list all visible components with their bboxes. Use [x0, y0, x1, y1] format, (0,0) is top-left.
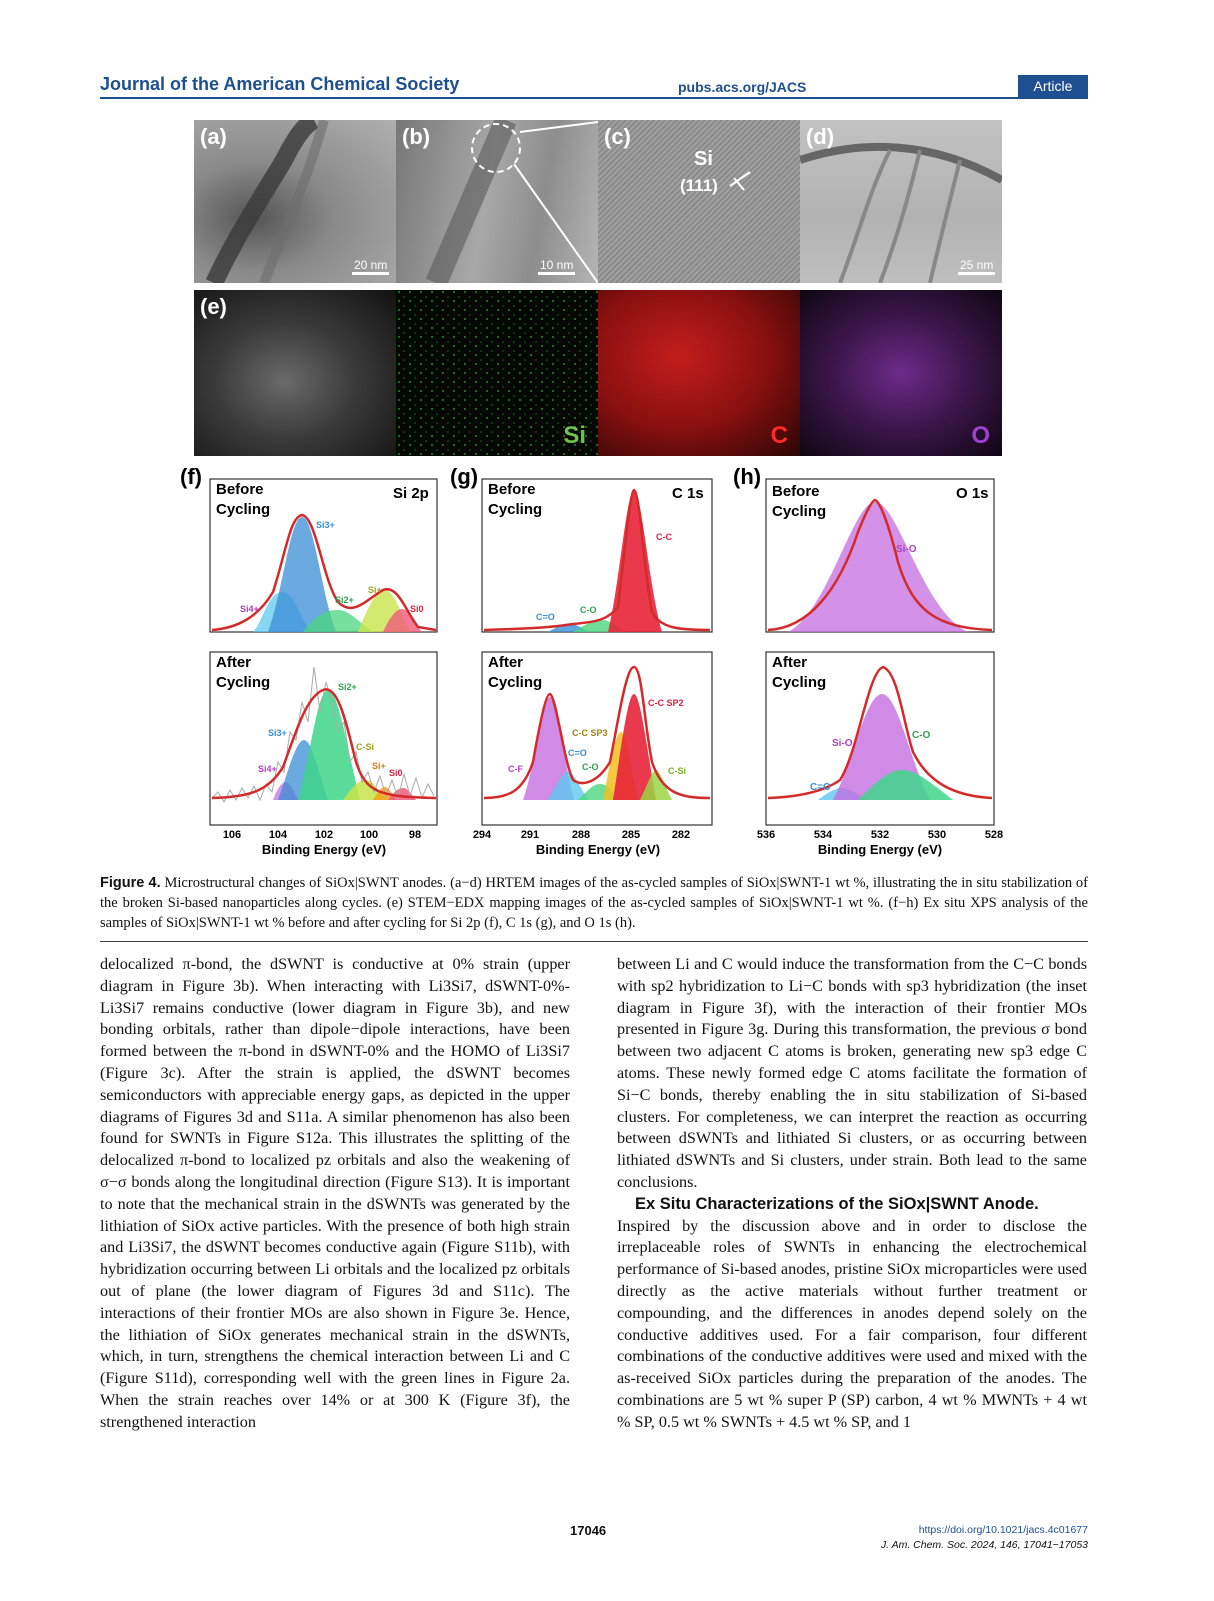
xps-panel-g	[473, 479, 712, 857]
svg-text:C=O: C=O	[568, 748, 587, 758]
paragraph: between Li and C would induce the transformation from the C−C bonds with sp2 hybridization to Li−C bonds with sp3 hybridization (the inset diagram in Figure 3f), with the interaction of their frontier MOs presented in Figure 3g. During this transformation, the previous σ bond between two adjacent C atoms is broken, generating new sp3 edge C atoms. These newly formed edge C atoms facilitate the formation of Si−C bonds, thereby enabling the in situ stabilization of Si-based clusters. For completeness, we can interpret the reaction as occurring between dSWNTs and lithiated Si clusters, or as occurring between lithiated dSWNTs and Si clusters, under strain. Both lead to the same conclusions.	[617, 955, 1087, 1191]
panel-label-d: (d)	[806, 124, 835, 149]
peak-label: Si2+	[335, 595, 354, 605]
lattice-label-111: (111)	[680, 176, 718, 195]
svg-text:100: 100	[359, 829, 379, 841]
x-ticks-g	[473, 829, 690, 841]
svg-text:Cycling: Cycling	[488, 674, 543, 691]
svg-text:C-C SP3: C-C SP3	[572, 728, 608, 738]
peak-label: Si0	[389, 768, 403, 778]
tem-panel-c	[598, 120, 800, 283]
svg-text:C=O: C=O	[810, 782, 831, 793]
edx-panel-si	[396, 290, 598, 456]
svg-text:98: 98	[408, 829, 422, 841]
panel-label-e: (e)	[200, 294, 227, 319]
scale-bar-a: 20 nm	[352, 258, 389, 275]
x-axis-label-h: Binding Energy (eV)	[817, 842, 943, 857]
svg-text:C-O: C-O	[582, 762, 599, 772]
svg-text:285: 285	[621, 829, 641, 841]
peak-label: Si2+	[338, 682, 357, 692]
xps-title-si2p: Si 2p	[393, 485, 429, 502]
xps-title-o1s: O 1s	[956, 485, 989, 502]
panel-label-f: (f)	[180, 464, 202, 489]
panel-label-c: (c)	[604, 124, 631, 149]
svg-text:After: After	[488, 654, 524, 671]
svg-text:291: 291	[520, 829, 540, 841]
scale-bar-d: 25 nm	[958, 258, 995, 275]
peak-label: C-Si	[356, 742, 374, 752]
xps-panel-h	[757, 479, 1003, 857]
svg-text:288: 288	[571, 829, 591, 841]
svg-text:536: 536	[756, 829, 776, 841]
body-column-left	[100, 954, 570, 1434]
peak-label: Si+	[372, 761, 386, 771]
xps-panel-f	[210, 479, 437, 857]
panel-label-h: (h)	[733, 464, 762, 489]
header-rule	[100, 97, 1088, 99]
citation: J. Am. Chem. Soc. 2024, 146, 17041−17053	[880, 1539, 1088, 1551]
svg-text:530: 530	[927, 829, 947, 841]
svg-text:534: 534	[813, 829, 833, 841]
x-ticks-f	[223, 829, 421, 841]
body-column-right	[617, 954, 1087, 1434]
edx-element-c: C	[770, 422, 788, 449]
caption-label: Figure 4.	[100, 875, 161, 891]
tem-panel-a	[194, 120, 396, 283]
lattice-arrow	[598, 120, 800, 283]
label-before-2: Cycling	[216, 501, 271, 518]
x-axis-label-g: Binding Energy (eV)	[535, 842, 661, 857]
x-axis-label-f: Binding Energy (eV)	[261, 842, 387, 857]
journal-title: Journal of the American Chemical Society	[100, 74, 460, 94]
lattice-label-si: Si	[694, 148, 713, 170]
svg-text:C-Si: C-Si	[668, 766, 686, 776]
caption-rule	[100, 941, 1088, 942]
svg-text:528: 528	[984, 829, 1004, 841]
svg-text:C-C SP2: C-C SP2	[648, 698, 684, 708]
peak-label: Si4+	[258, 764, 277, 774]
svg-text:532: 532	[870, 829, 890, 841]
xps-title-c1s: C 1s	[672, 485, 704, 502]
svg-text:Cycling: Cycling	[772, 503, 827, 520]
edx-panel-haadf	[194, 290, 396, 456]
peak-label: Si3+	[268, 728, 287, 738]
peak-label: Si3+	[316, 520, 335, 530]
edx-element-si: Si	[563, 422, 586, 449]
peak-label: Si4+	[240, 604, 259, 614]
doi-link[interactable]: https://doi.org/10.1021/jacs.4c01677	[918, 1524, 1088, 1536]
figure-caption	[100, 873, 1088, 933]
page-number: 17046	[570, 1523, 607, 1538]
peak-label: Si0	[410, 604, 424, 614]
xps-figure	[178, 462, 1008, 862]
panel-label-g: (g)	[450, 464, 479, 489]
svg-text:Before: Before	[488, 481, 536, 498]
svg-text:C-C: C-C	[656, 532, 672, 542]
svg-text:Before: Before	[772, 483, 820, 500]
peak-label: Si+	[368, 585, 382, 595]
caption-text: Microstructural changes of SiOx|SWNT anodes. (a−d) HRTEM images of the as-cycled samples of SiOx|SWNT-1 wt %, illustrating the in situ stabilization of the broken Si-based nanoparticles along cycles. (e) STEM−EDX mapping images of the as-cycled samples of SiOx|SWNT-1 wt %. (f−h) Ex situ XPS analysis of the samples of SiOx|SWNT-1 wt % before and after cycling for Si 2p (f), C 1s (g), and O 1s (h).	[100, 875, 1088, 931]
svg-text:After: After	[772, 654, 808, 671]
svg-text:104: 104	[268, 829, 288, 841]
figure-microscopy	[194, 120, 1002, 456]
svg-text:C-O: C-O	[912, 730, 931, 741]
svg-text:102: 102	[314, 829, 334, 841]
svg-text:Cycling: Cycling	[772, 674, 827, 691]
paragraph: Inspired by the discussion above and in order to disclose the irreplaceable roles of SWNTs in enhancing the electrochemical performance of Si-based anodes, pristine SiOx microparticles were used directly as the active materials without further treatment or compounding, and the differences in anodes depend solely on the conductive additives used. For a fair comparison, four different combinations of the conductive additives were used and mixed with the as-received SiOx particles during the preparation of the anodes. The combinations are 5 wt % super P (SP) carbon, 4 wt % MWNTs + 4 wt % SP, 0.5 wt % SWNTs + 4.5 wt % SP, and 1	[617, 1216, 1087, 1431]
svg-text:Cycling: Cycling	[488, 501, 543, 518]
label-after-2: Cycling	[216, 674, 271, 691]
x-ticks-h	[757, 829, 1003, 841]
label-after-1: After	[216, 654, 252, 671]
paragraph: delocalized π-bond, the dSWNT is conductive at 0% strain (upper diagram in Figure 3b). When interacting with Li3Si7, dSWNT-0%-Li3Si7 remains conductive (lower diagram in Figure 3b), and new bonding orbitals, rather than dipole−dipole interactions, have been formed between the π-bond in dSWNT-0% and the HOMO of Li3Si7 (Figure 3c). After the strain is applied, the dSWNT becomes semiconductors with appreciable energy gaps, as depicted in the upper diagrams of Figures 3d and S11a. A similar phenomenon has also been found for SWNTs in Figure S12a. This illustrates the splitting of the delocalized π-bond to localized pz orbitals and also the weakening of σ−σ bonds along the longitudinal direction (Figure S13). It is important to note that the mechanical strain in the dSWNTs was generated by the lithiation of SiOx active particles. With the presence of both high strain and Li3Si7, the dSWNT becomes conductive again (Figure S11b), with hybridization occurring between Li orbitals and the localized pz orbitals out of plane (the lower diagram of Figures 3d and S11c). The interactions of their frontier MOs are also shown in Figure 3e. Hence, the lithiation of SiOx generates mechanical strain in the dSWNTs, which, in turn, strengthens the chemical interaction between Li and C (Figure S11d), corresponding well with the green lines in Figure 2a. When the strain reaches over 14% or at 300 K (Figure 3f), the strengthened interaction	[100, 955, 570, 1431]
svg-text:C-F: C-F	[508, 764, 523, 774]
edx-panel-o	[800, 290, 1002, 456]
svg-text:C-O: C-O	[580, 605, 597, 615]
svg-text:294: 294	[472, 829, 492, 841]
label-before-1: Before	[216, 481, 264, 498]
svg-text:Si-O: Si-O	[896, 544, 917, 555]
article-type-badge: Article	[1018, 75, 1088, 97]
edx-element-o: O	[971, 422, 990, 449]
edx-panel-c	[598, 290, 800, 456]
panel-label-a: (a)	[200, 124, 227, 149]
svg-text:106: 106	[222, 829, 242, 841]
svg-text:C=O: C=O	[536, 612, 555, 622]
journal-url-link[interactable]: pubs.acs.org/JACS	[678, 79, 807, 95]
tem-panel-b	[396, 120, 598, 283]
section-heading: Ex Situ Characterizations of the SiOx|SWNT Anode.	[635, 1194, 1039, 1213]
scale-bar-b: 10 nm	[538, 258, 575, 275]
svg-text:282: 282	[671, 829, 691, 841]
svg-text:Si-O: Si-O	[832, 738, 853, 749]
panel-label-b: (b)	[402, 124, 431, 149]
tem-panel-d	[800, 120, 1002, 283]
